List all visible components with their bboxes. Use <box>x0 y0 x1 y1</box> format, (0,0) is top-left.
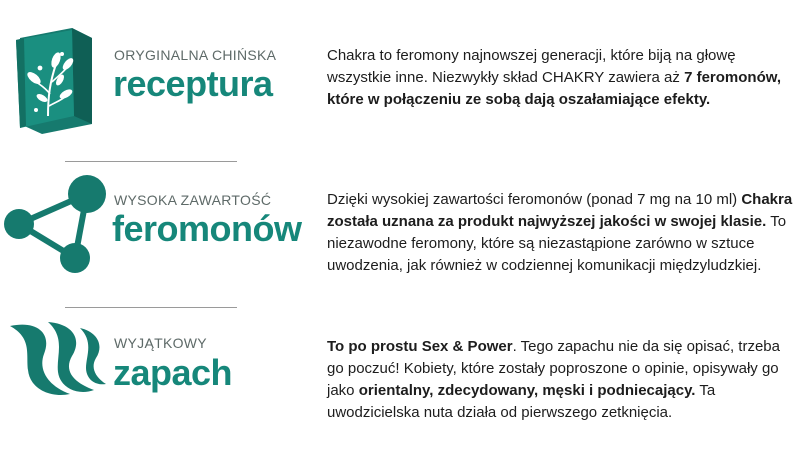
description-text: . Tego zapachu nie da się opisać, trzeba go poczuć! Kobiety, które zostały poproszone o opinie, opisywały go jako <box>327 338 780 399</box>
description-bold-text: orientalny, zdecydowany, męski i podniecający. <box>358 382 696 399</box>
description-bold-text: To po prostu Sex & Power <box>327 338 513 355</box>
description-text: Ta uwodzicielska nuta działa od pierwszego zetknięcia. <box>327 382 716 421</box>
section-title: feromonów <box>112 208 302 249</box>
section-receptura <box>0 0 800 160</box>
description-text: Dzięki wysokiej zawartości feromonów (ponad 7 mg na 10 ml) <box>327 191 742 208</box>
herbal-book-icon <box>12 24 94 136</box>
section-zapach <box>0 308 800 461</box>
description-text: To niezawodne feromony, które są niezastąpione zarówno w sztuce uwodzenia, jak również w codziennej komunikacji międzyludzkiej. <box>327 213 787 274</box>
description-bold-text: 7 feromonów, które w połączeniu ze sobą dają oszałamiające efekty. <box>327 69 782 108</box>
description-bold-text: Chakra została uznana za produkt najwyższej jakości w swojej klasie. <box>327 191 793 230</box>
wave-scent-icon <box>8 320 108 400</box>
section-feromonow <box>0 162 800 307</box>
section-title: zapach <box>113 352 233 393</box>
section-description <box>327 189 797 277</box>
section-description <box>327 336 797 424</box>
molecule-icon <box>2 172 108 276</box>
section-title: receptura <box>113 63 273 104</box>
section-description <box>327 45 797 111</box>
section-subtitle: WYJĄTKOWY <box>114 335 207 351</box>
section-subtitle: ORYGINALNA CHIŃSKA <box>114 47 277 63</box>
description-text: Chakra to feromony najnowszej generacji, które biją na głowę wszystkie inne. Niezwykły skład CHAKRY zawiera aż <box>327 47 736 86</box>
section-subtitle: WYSOKA ZAWARTOŚĆ <box>114 192 272 208</box>
